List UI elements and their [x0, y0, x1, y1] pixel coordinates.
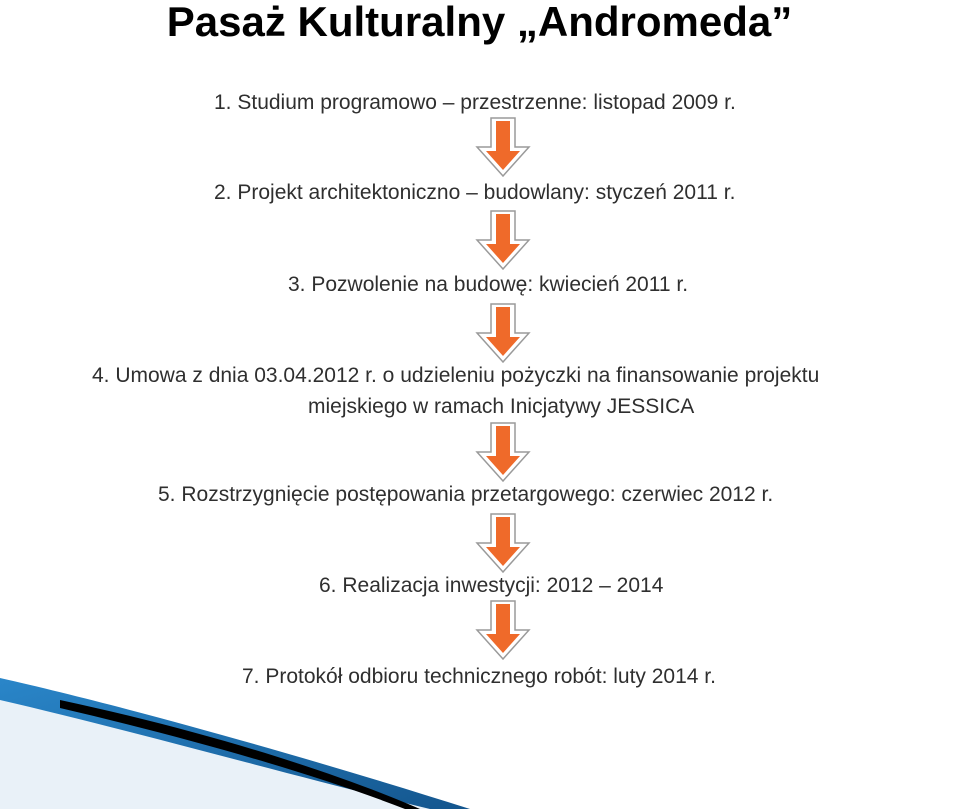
- arrow-down-icon-graphic: [475, 303, 531, 363]
- arrow-down-icon-graphic: [475, 210, 531, 270]
- arrow-down-icon: [475, 210, 531, 270]
- step-5-text: 5. Rozstrzygnięcie postępowania przetargowego: czerwiec 2012 r.: [158, 483, 774, 506]
- step-3-text: 3. Pozwolenie na budowę: kwiecień 2011 r.: [288, 273, 689, 296]
- step-1: [214, 88, 736, 118]
- arrow-down-icon: [475, 422, 531, 482]
- step-1-text: 1. Studium programowo – przestrzenne: listopad 2009 r.: [214, 91, 736, 114]
- arrow-down-icon-graphic: [475, 513, 531, 573]
- step-2-text: 2. Projekt architektoniczno – budowlany: styczeń 2011 r.: [214, 181, 736, 204]
- step-4: [92, 361, 819, 422]
- step-4-text-line2: miejskiego w ramach Inicjatywy JESSICA: [308, 395, 695, 418]
- arrow-down-icon-graphic: [475, 117, 531, 177]
- step-6-text: 6. Realizacja inwestycji: 2012 – 2014: [319, 574, 664, 597]
- step-6: [319, 571, 663, 601]
- arrow-down-icon: [475, 117, 531, 177]
- step-3: [288, 270, 688, 300]
- arrow-down-icon-graphic: [475, 600, 531, 660]
- step-2: [214, 178, 735, 208]
- decorative-swoosh: [0, 660, 959, 809]
- page-title: Pasaż Kulturalny „Andromeda”: [166, 0, 793, 45]
- step-4-text-line1: 4. Umowa z dnia 03.04.2012 r. o udzieleniu pożyczki na finansowanie projektu: [92, 364, 820, 387]
- arrow-down-icon: [475, 513, 531, 573]
- step-7-text: 7. Protokół odbioru technicznego robót: luty 2014 r.: [242, 665, 716, 688]
- arrow-down-icon: [475, 303, 531, 363]
- arrow-down-icon-graphic: [475, 422, 531, 482]
- step-5: [158, 480, 773, 510]
- arrow-down-icon: [475, 600, 531, 660]
